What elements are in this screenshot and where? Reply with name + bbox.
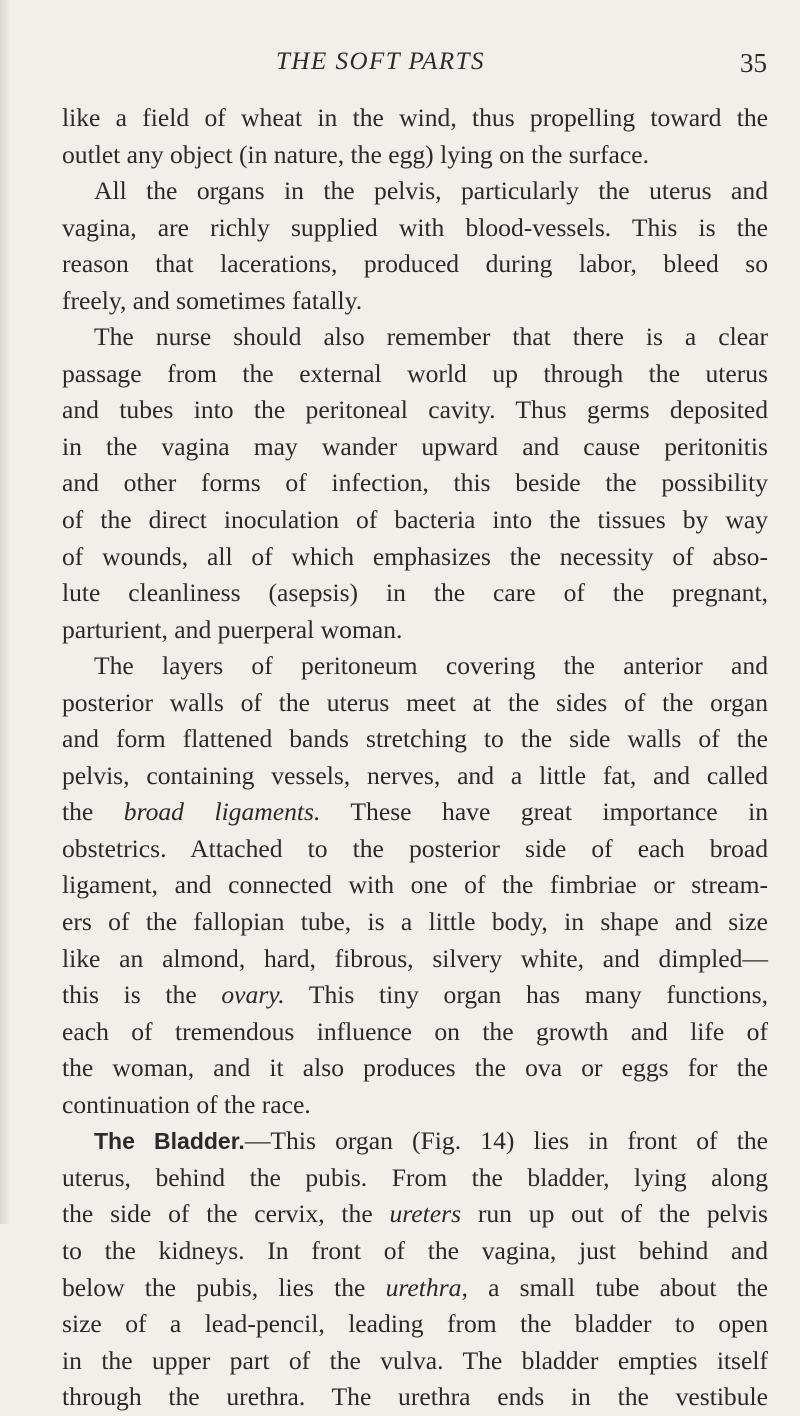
text-line (62, 1050, 768, 1087)
text-segment: a small tube about the (467, 1272, 768, 1302)
text-segment: uterus, behind the pubis. From the bladder, lying along (62, 1162, 768, 1192)
text-line (62, 502, 768, 539)
text-line (62, 246, 768, 283)
text-segment: through the urethra. The urethra ends in the vestibule (62, 1382, 768, 1412)
text-segment: like an almond, hard, fibrous, silvery white, and dimpled— (62, 943, 768, 973)
italic-term: urethra, (385, 1272, 468, 1302)
text-segment: the (62, 797, 124, 827)
text-segment: of wounds, all of which emphasizes the necessity of abso- (62, 541, 768, 571)
text-segment: These have great importance in (320, 797, 768, 827)
text-segment: like a field of wheat in the wind, thus propelling toward the (62, 103, 768, 132)
text-line (62, 465, 768, 502)
text-segment: passage from the external world up through the uterus (62, 358, 768, 388)
text-line (62, 612, 768, 649)
text-segment: freely, and sometimes fatally. (62, 285, 363, 315)
text-line (62, 1270, 768, 1307)
text-line (62, 685, 768, 722)
text-segment: below the pubis, lies the (62, 1272, 386, 1302)
text-line (62, 1014, 768, 1051)
text-segment: this is the (62, 980, 222, 1010)
text-line (62, 977, 768, 1014)
text-segment: of the direct inoculation of bacteria into the tissues by way (62, 505, 768, 535)
text-segment: outlet any object (in nature, the egg) lying on the surface. (62, 139, 650, 169)
text-segment: in the vagina may wander upward and cause peritonitis (62, 431, 768, 461)
text-segment: the side of the cervix, the (62, 1199, 390, 1229)
italic-term: broad ligaments. (123, 797, 321, 827)
text-segment: size of a lead-pencil, leading from the bladder to open (62, 1309, 768, 1339)
running-header (0, 44, 800, 84)
text-line (62, 721, 768, 758)
text-segment: and form flattened bands stretching to the side walls of the (62, 724, 768, 754)
text-segment: to the kidneys. In front of the vagina, just behind and (62, 1235, 768, 1265)
text-segment: This tiny organ has many functions, (284, 980, 768, 1010)
page-edge-shadow (0, 0, 10, 1224)
text-line (62, 173, 768, 210)
page-number: 35 (740, 48, 767, 78)
text-line (62, 575, 768, 612)
text-segment: the woman, and it also produces the ova or eggs for the (62, 1053, 768, 1083)
text-line (62, 429, 768, 466)
running-title: THE SOFT PARTS (276, 48, 486, 75)
text-segment: each of tremendous influence on the growth and life of (62, 1016, 768, 1046)
text-line (62, 941, 768, 978)
text-segment: lute cleanliness (asepsis) in the care of the pregnant, (62, 578, 768, 608)
text-segment: posterior walls of the uterus meet at the sides of the organ (62, 687, 768, 717)
text-line (62, 867, 768, 904)
text-line (62, 1233, 768, 1270)
text-line (62, 356, 768, 393)
text-line (62, 831, 768, 868)
text-line (62, 1379, 768, 1416)
text-segment: run up out of the pelvis (461, 1199, 768, 1229)
text-line (62, 1087, 768, 1124)
text-segment: parturient, and puerperal woman. (62, 614, 403, 644)
text-line (62, 210, 768, 247)
text-line (62, 100, 768, 137)
text-segment: ers of the fallopian tube, is a little body, in shape and size (62, 907, 768, 937)
section-heading: The Bladder. (94, 1128, 245, 1155)
text-line (62, 648, 768, 685)
text-segment: The nurse should also remember that there is a clear (94, 322, 768, 352)
text-line (62, 758, 768, 795)
text-segment: and other forms of infection, this beside the possibility (62, 468, 768, 498)
text-segment: in the upper part of the vulva. The bladder empties itself (62, 1345, 768, 1375)
text-segment: reason that lacerations, produced during labor, bleed so (62, 249, 768, 279)
text-line (62, 539, 768, 576)
text-line (62, 1123, 768, 1160)
text-segment: vagina, are richly supplied with blood-vessels. This is the (62, 212, 768, 242)
text-segment: and tubes into the peritoneal cavity. Thus germs deposited (62, 395, 768, 425)
text-line (62, 794, 768, 831)
text-line (62, 1160, 768, 1197)
text-line (62, 319, 768, 356)
body-text (62, 100, 768, 1416)
text-line (62, 904, 768, 941)
italic-term: ovary. (221, 980, 285, 1010)
text-segment: obstetrics. Attached to the posterior side of each broad (62, 833, 768, 863)
text-segment: All the organs in the pelvis, particularly the uterus and (94, 176, 768, 206)
text-line (62, 283, 768, 320)
text-line (62, 137, 768, 174)
text-line (62, 392, 768, 429)
text-segment: The layers of peritoneum covering the anterior and (94, 651, 768, 681)
text-segment: ligament, and connected with one of the fimbriae or stream- (62, 870, 768, 900)
text-segment: continuation of the race. (62, 1089, 311, 1119)
text-segment: —This organ (Fig. 14) lies in front of the (244, 1126, 768, 1156)
italic-term: ureters (389, 1199, 462, 1229)
text-line (62, 1196, 768, 1233)
text-segment: pelvis, containing vessels, nerves, and a little fat, and called (62, 760, 768, 790)
text-line (62, 1306, 768, 1343)
text-line (62, 1343, 768, 1380)
